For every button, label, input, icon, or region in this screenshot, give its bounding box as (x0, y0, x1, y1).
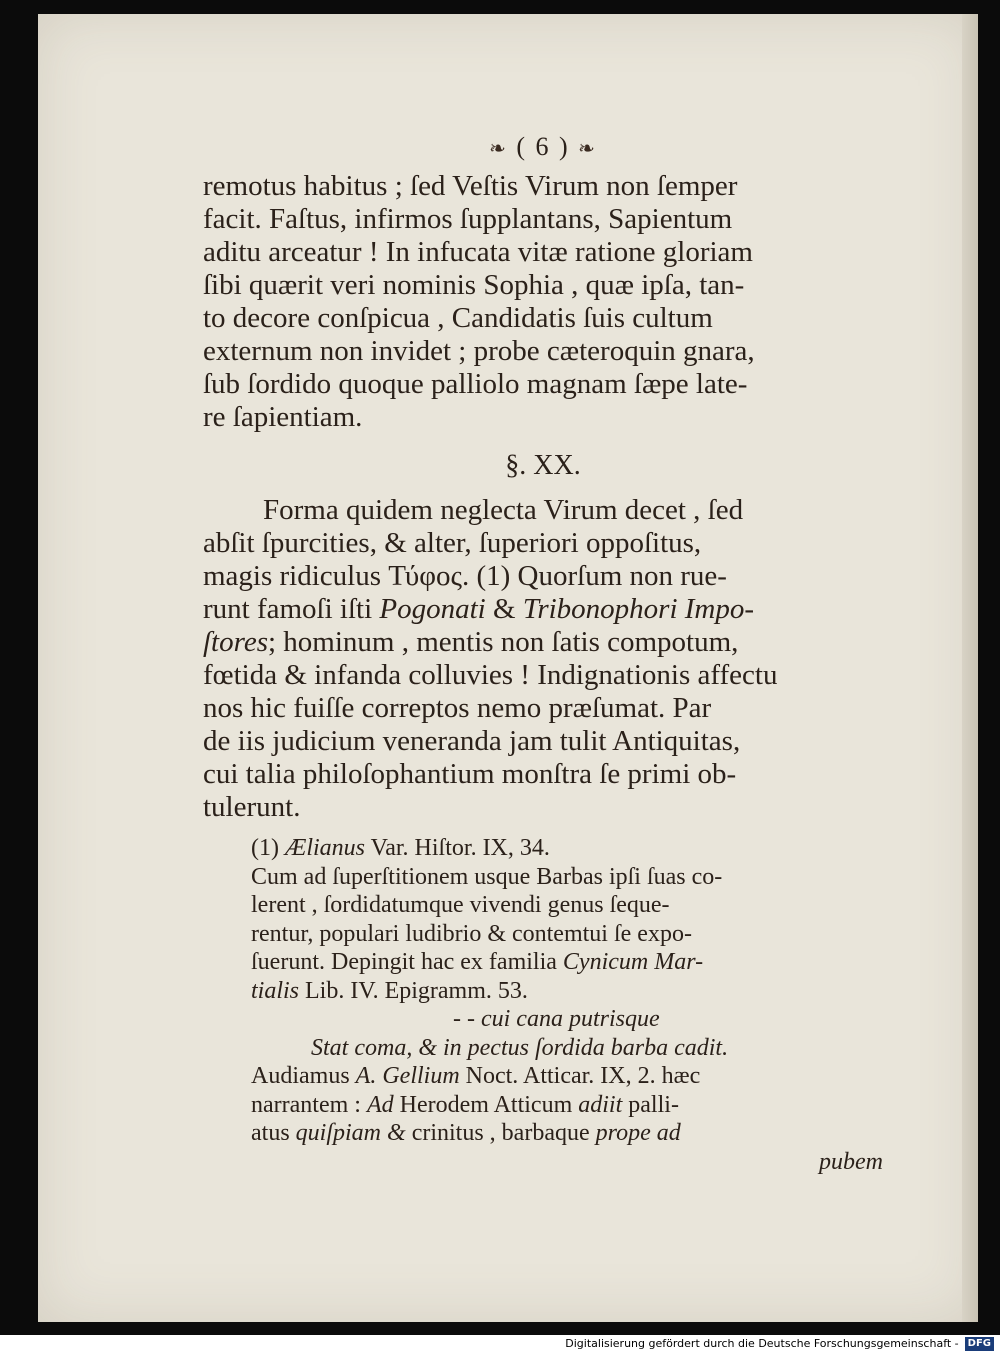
text-line: fœtida & infanda colluvies ! Indignationis affectu (203, 659, 778, 691)
text-line: to decore conſpicua , Candidatis ſuis cultum (203, 302, 713, 334)
page-edge (962, 14, 978, 1322)
text-line: re ſapientiam. (203, 401, 363, 433)
paragraph-2 (203, 494, 883, 824)
book-page (38, 14, 978, 1322)
text-line: aditu arceatur ! In infucata vitæ ratione gloriam (203, 236, 753, 268)
text-run: palli- (622, 1091, 679, 1118)
text-run: Var. Hiſtor. IX, 34. (365, 835, 550, 861)
text-line: ſibi quærit veri nominis Sophia , quæ ipſa, tan- (203, 269, 745, 301)
text-run: Audiamus (251, 1063, 356, 1089)
text-run: Noct. Atticar. IX, 2. hæc (459, 1063, 701, 1089)
text-line: tulerunt. (203, 791, 301, 823)
text-line: de iis judicium veneranda jam tulit Antiquitas, (203, 725, 741, 757)
text-run-italic: tialis (251, 977, 300, 1004)
text-line (203, 593, 883, 626)
text-run: crinitus , barbaque (405, 1120, 596, 1146)
text-run: Herodem Atticum (393, 1091, 579, 1118)
dfg-logo-icon: DFG (965, 1337, 994, 1351)
text-line: magis ridiculus Τύφος. (1) Quorſum non rue- (203, 560, 727, 592)
page-text (203, 124, 883, 1176)
text-run-italic: Cynicum Mar- (562, 949, 704, 975)
footnote (203, 834, 883, 1176)
footnote-line: Cum ad ſuperſtitionem usque Barbas ipſi ſuas co- (251, 863, 723, 890)
text-line: abſit ſpurcities, & alter, ſuperiori oppoſitus, (203, 527, 702, 559)
text-run-italic: Tribonophori Impo- (522, 593, 755, 625)
page-header (203, 124, 883, 170)
text-run: atus (251, 1120, 296, 1146)
text-line: facit. Faſtus, infirmos ſupplantans, Sapientum (203, 203, 733, 235)
footnote-ref: (1) (251, 835, 285, 861)
footer-bar (0, 1335, 1000, 1353)
ornament-left-icon: ❧ (489, 138, 508, 160)
text-line: externum non invidet ; probe cæteroquin gnara, (203, 335, 755, 367)
page-number: ( 6 ) (516, 132, 570, 161)
text-run: runt famoſi iſti (203, 593, 380, 625)
text-run-italic: prope ad (595, 1120, 681, 1146)
footnote-line: rentur, populari ludibrio & contemtui ſe expo- (251, 920, 692, 947)
section-heading: §. XX. (505, 450, 581, 481)
text-run-italic: quiſpiam & (295, 1120, 406, 1146)
text-run-italic: A. Gellium (355, 1063, 460, 1089)
text-line: ſub ſordido quoque palliolo magnam ſæpe late- (203, 368, 748, 400)
text-line: nos hic fuiſſe correptos nemo præſumat. Par (203, 692, 712, 724)
text-run-italic: Ad (366, 1091, 394, 1118)
footnote-line (203, 948, 883, 977)
ornament-right-icon: ❧ (578, 138, 597, 160)
footnote-line (203, 1062, 883, 1091)
verse-line: - - cui cana putrisque (453, 1006, 660, 1032)
footnote-line (203, 1091, 883, 1120)
text-line: cui talia philoſophantium monſtra ſe primi ob- (203, 758, 737, 790)
text-line (203, 626, 883, 659)
paragraph-1 (203, 170, 883, 434)
footnote-line (203, 1119, 883, 1148)
text-run-italic: adiit (578, 1091, 623, 1118)
verse-line: Stat coma, & in pectus ſordida barba cadit. (311, 1034, 729, 1061)
funding-credit: Digitalisierung gefördert durch die Deutsche Forschungsgemeinschaft - (565, 1337, 959, 1350)
footnote-line (203, 977, 883, 1006)
text-run: & (485, 593, 523, 625)
text-line: Forma quidem neglecta Virum decet , ſed (263, 494, 744, 526)
footnote-author: Ælianus (284, 835, 365, 861)
text-run-italic: Pogonati (379, 593, 486, 625)
footnote-line (203, 834, 883, 863)
text-line: remotus habitus ; ſed Veſtis Virum non ſemper (203, 170, 738, 202)
text-run: Lib. IV. Epigramm. 53. (299, 977, 528, 1004)
catchword: pubem (819, 1148, 883, 1175)
footnote-line: lerent , ſordidatumque vivendi genus ſeque- (251, 892, 670, 918)
text-run-italic: ſtores (203, 626, 268, 658)
text-run: ; hominum , mentis non ſatis compotum, (267, 626, 739, 658)
text-run: narrantem : (251, 1091, 367, 1118)
text-run: ſuerunt. Depingit hac ex familia (251, 949, 563, 975)
